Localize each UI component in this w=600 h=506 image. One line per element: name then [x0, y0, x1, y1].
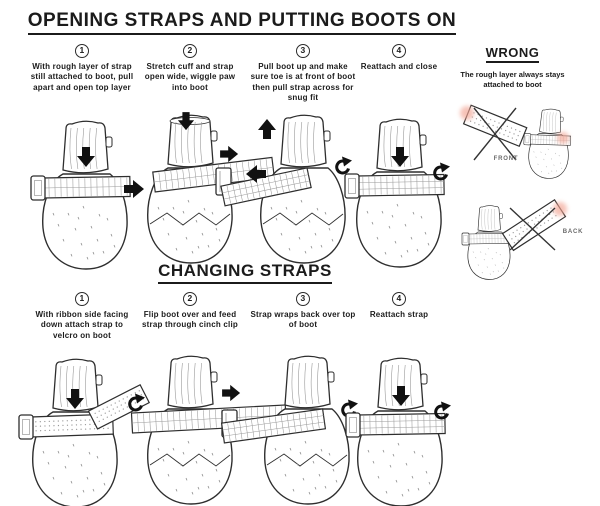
boot-strap — [358, 413, 445, 435]
boot-cuff — [539, 108, 563, 133]
step-number-badge: 1 — [75, 44, 89, 58]
step-caption: Stretch cuff and strap open wide, wiggle paw into boot — [144, 62, 236, 92]
section-title-text: CHANGING STRAPS — [158, 261, 332, 284]
step-caption: Reattach and close — [360, 62, 438, 71]
boot-cuff — [478, 206, 503, 232]
arrow-up-icon — [258, 119, 276, 139]
step-number-badge: 4 — [392, 292, 406, 306]
strap-buckle — [31, 176, 45, 200]
step-number-badge: 2 — [183, 292, 197, 306]
boot-strap — [357, 174, 444, 196]
changing-step-3 — [250, 292, 356, 331]
boot-illustration-changing-step1 — [13, 356, 143, 506]
boot-strap — [43, 176, 130, 198]
strap-buckle — [524, 133, 531, 145]
wrong-text: The rough layer always stays attached to boot — [460, 70, 565, 90]
boot-illustration-changing-step4 — [338, 355, 468, 505]
wrong-panel — [455, 44, 570, 90]
step-number-badge: 3 — [296, 292, 310, 306]
strap-buckle — [346, 413, 360, 437]
step-number-badge: 3 — [296, 44, 310, 58]
rotate-arrow-icon — [130, 394, 145, 411]
step-caption: With rough layer of strap still attached to boot, pull apart and open top layer — [30, 62, 134, 92]
strap-buckle — [19, 415, 33, 439]
changing-step-2 — [138, 292, 242, 331]
boot-illustration-wrong-front — [452, 102, 597, 192]
step-caption: Pull boot up and make sure toe is at front of boot then pull strap across for snug fit — [250, 62, 356, 103]
strap-buckle — [462, 233, 469, 245]
arrow-right-icon — [220, 146, 238, 162]
page-title — [0, 10, 484, 35]
opening-step-4 — [347, 44, 451, 72]
wrong-back-label: BACK — [562, 229, 584, 235]
changing-step-1 — [30, 292, 134, 341]
wrong-highlight — [553, 202, 567, 216]
step-caption: Reattach strap — [369, 310, 429, 319]
wrong-front-label: FRONT — [493, 156, 519, 162]
arrow-right-icon — [222, 385, 240, 401]
step-caption: Flip boot over and feed strap through cinch clip — [142, 310, 238, 330]
opening-step-3 — [250, 44, 356, 104]
boot-cuff — [281, 115, 330, 167]
page-title-text: OPENING STRAPS AND PUTTING BOOTS ON — [28, 10, 457, 35]
wrong-highlight — [557, 132, 569, 144]
step-number-badge: 1 — [75, 292, 89, 306]
wrong-title: WRONG — [486, 45, 540, 63]
opening-step-1 — [30, 44, 134, 93]
step-number-badge: 4 — [392, 44, 406, 58]
step-caption: Strap wraps back over top of boot — [250, 310, 356, 330]
wrong-highlight — [460, 106, 474, 120]
opening-step-2 — [138, 44, 242, 93]
strap-buckle — [345, 174, 359, 198]
boot-illustration-opening-step4 — [337, 116, 467, 268]
section-title-changing-straps — [0, 261, 490, 284]
boot-cuff — [285, 356, 334, 408]
changing-step-4 — [347, 292, 451, 320]
boot-cuff — [168, 115, 217, 167]
step-number-badge: 2 — [183, 44, 197, 58]
boot-cuff — [168, 356, 217, 408]
step-caption: With ribbon side facing down attach strap to velcro on boot — [35, 310, 129, 340]
